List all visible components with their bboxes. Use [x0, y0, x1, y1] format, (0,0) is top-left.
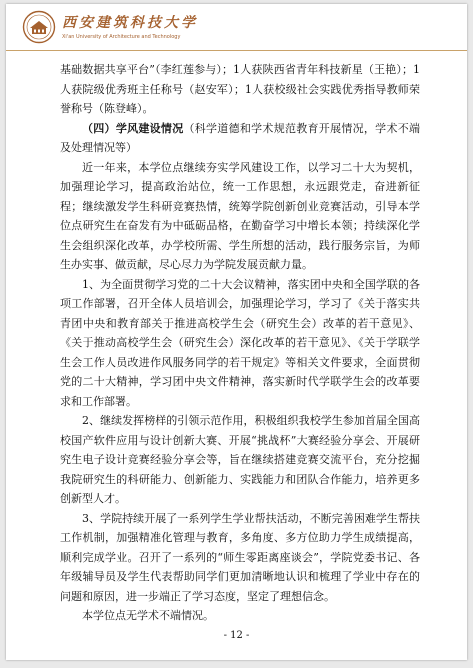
paragraph-overview: 近一年来，本学位点继续夯实学风建设工作，以学习二十大为契机，加强理论学习，提高政治站位，统一工作思想，永远跟党走，奋进新征程；继续激发学生科研竞赛热情，统筹学院创新创业竞赛活动，引导本学位点研究生在奋发有为中砥砺品格，在勤奋学习中增长本领；持续深化学生会组织深化改革，办学校所需、学生所想的活动，践行服务宗旨，为师生办实事、做贡献，尽心尽力为学院发展贡献力量。	[60, 160, 420, 271]
paragraph-item-2: 2、继续发挥榜样的引领示范作用，积极组织我校学生参加首届全国高校国产软件应用与设计创新大赛、开展“挑战杯”大赛经验分享会、开展研究生电子设计竞赛经验分享会等，旨在继续搭建竞赛交流平台，充分挖掘我院研究生的科研能力、创新能力、实践能力和团队合作能力，培养更多创新型人才。	[60, 414, 420, 505]
document-page	[6, 4, 467, 660]
section-heading	[60, 119, 420, 158]
section-heading-title: （四）学风建设情况	[82, 121, 184, 135]
paragraph-item-3: 3、学院持续开展了一系列学生学业帮扶活动，不断完善困难学生帮扶工作机制，加强精准化管理与教育，多角度、多方位助力学生成绩提高，顺利完成学业。召开了一系列的“师生零距离座谈会”，学院党委书记、各年级辅导员及学生代表帮助同学们更加清晰地认识和梳理了学业中存在的问题和原因，进一步端正了学习态度，坚定了理想信念。	[60, 511, 420, 603]
university-name-en: Xi'an University of Architecture and Technology	[62, 34, 181, 40]
university-logo-icon	[22, 10, 56, 44]
page-number: - 12 -	[223, 630, 250, 641]
paragraph-item-1: 1、为全面贯彻学习党的二十大会议精神，落实团中央和全国学联的各项工作部署，召开全体人员培训会，加强理论学习，学习了《关于落实共青团中央和教育部关于推进高校学生会（研究生会）改革的若干意见》、《关于推动高校学生会（研究生会）深化改革的若干意见》、《关于学联学生会工作人员改进作风服务同学的若干规定》等相关文件要求，全面贯彻党的二十大精神，学习团中央文件精神，落实新时代学联学生会的改革要求和工作部署。	[60, 277, 420, 408]
page-header	[6, 4, 467, 51]
paragraph-conclusion: 本学位点无学术不端情况。	[82, 609, 214, 622]
section-heading-note: （科学道德和学术规范教育开展情况，学术不端及处理情况等）	[60, 121, 421, 154]
paragraph-awards: 基础数据共享平台”（李红莲参与）；1人获陕西省青年科技新星（王艳）；1人获院级优秀班主任称号（赵安军）；1人获校级社会实践优秀指导教师荣誉称号（陈登峰）。	[60, 63, 420, 115]
document-body	[60, 60, 420, 626]
university-name: 西安建筑科技大学	[62, 15, 198, 31]
